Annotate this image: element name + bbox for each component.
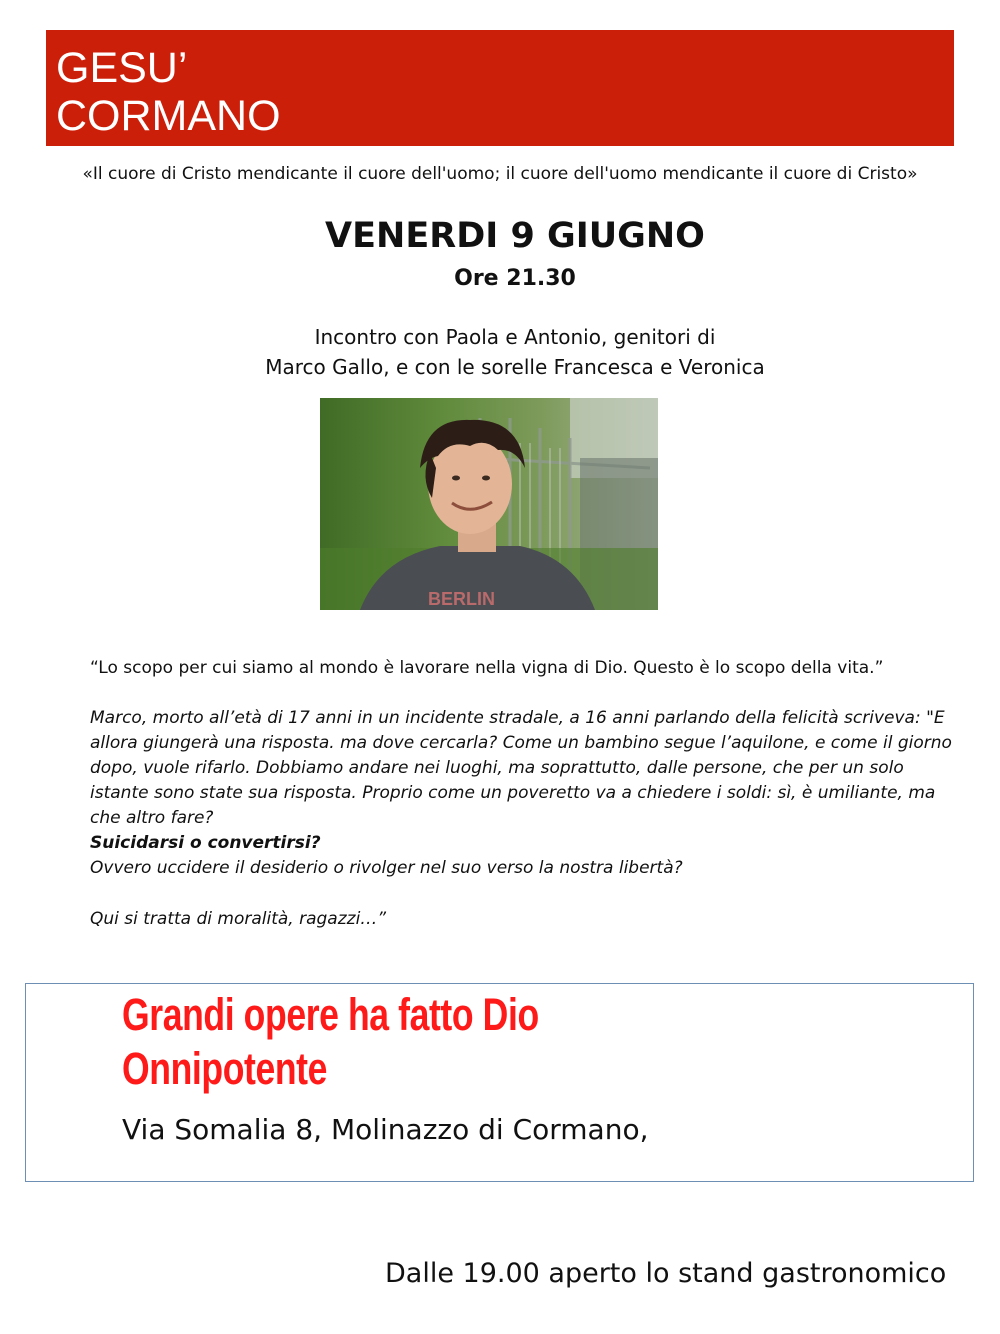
event-time: Ore 21.30 bbox=[454, 266, 576, 291]
shirt-text: BERLIN bbox=[428, 589, 495, 609]
intro-line-2: Marco Gallo, e con le sorelle Francesca e Veronica bbox=[265, 355, 765, 379]
header-title-line-2: CORMANO bbox=[56, 92, 281, 140]
motto-text: «Il cuore di Cristo mendicante il cuore dell'uomo; il cuore dell'uomo mendicante il cuore di Cristo» bbox=[82, 164, 918, 184]
event-date: VENERDI 9 GIUGNO bbox=[325, 216, 705, 256]
quote-text: “Lo scopo per cui siamo al mondo è lavorare nella vigna di Dio. Questo è lo scopo della vita.” bbox=[90, 658, 884, 678]
story-line: Ovvero uccidere il desiderio o rivolger nel suo verso la nostra libertà? bbox=[90, 858, 683, 878]
header-banner bbox=[46, 30, 954, 146]
box-title-line-1: Grandi opere ha fatto Dio bbox=[122, 989, 539, 1040]
header-title-line-1: GESU’ bbox=[56, 44, 188, 92]
story-line: istante sono state sua risposta. Proprio come un poveretto va a chiedere i soldi: sì, è umiliante, ma bbox=[90, 783, 936, 803]
story-line: allora giungerà una risposta. ma dove cercarla? Come un bambino segue l’aquilone, e come il giorno bbox=[90, 733, 952, 753]
story-question: Suicidarsi o convertirsi? bbox=[90, 833, 321, 853]
story-line: che altro fare? bbox=[90, 808, 214, 828]
intro-line-1: Incontro con Paola e Antonio, genitori di bbox=[314, 325, 716, 349]
portrait-photo bbox=[320, 398, 658, 610]
event-box bbox=[25, 983, 974, 1182]
portrait-illustration bbox=[320, 398, 658, 610]
story-closing: Qui si tratta di moralità, ragazzi…” bbox=[90, 909, 387, 929]
story-line: dopo, vuole rifarlo. Dobbiamo andare nei luoghi, ma soprattutto, dalle persone, che per un solo bbox=[90, 758, 904, 778]
address-text: Via Somalia 8, Molinazzo di Cormano, bbox=[122, 1113, 649, 1146]
stand-notice: Dalle 19.00 aperto lo stand gastronomico bbox=[385, 1258, 947, 1289]
story-line: Marco, morto all’età di 17 anni in un incidente stradale, a 16 anni parlando della felicità scriveva: "E bbox=[90, 708, 945, 728]
box-title-line-2: Onnipotente bbox=[122, 1043, 327, 1094]
